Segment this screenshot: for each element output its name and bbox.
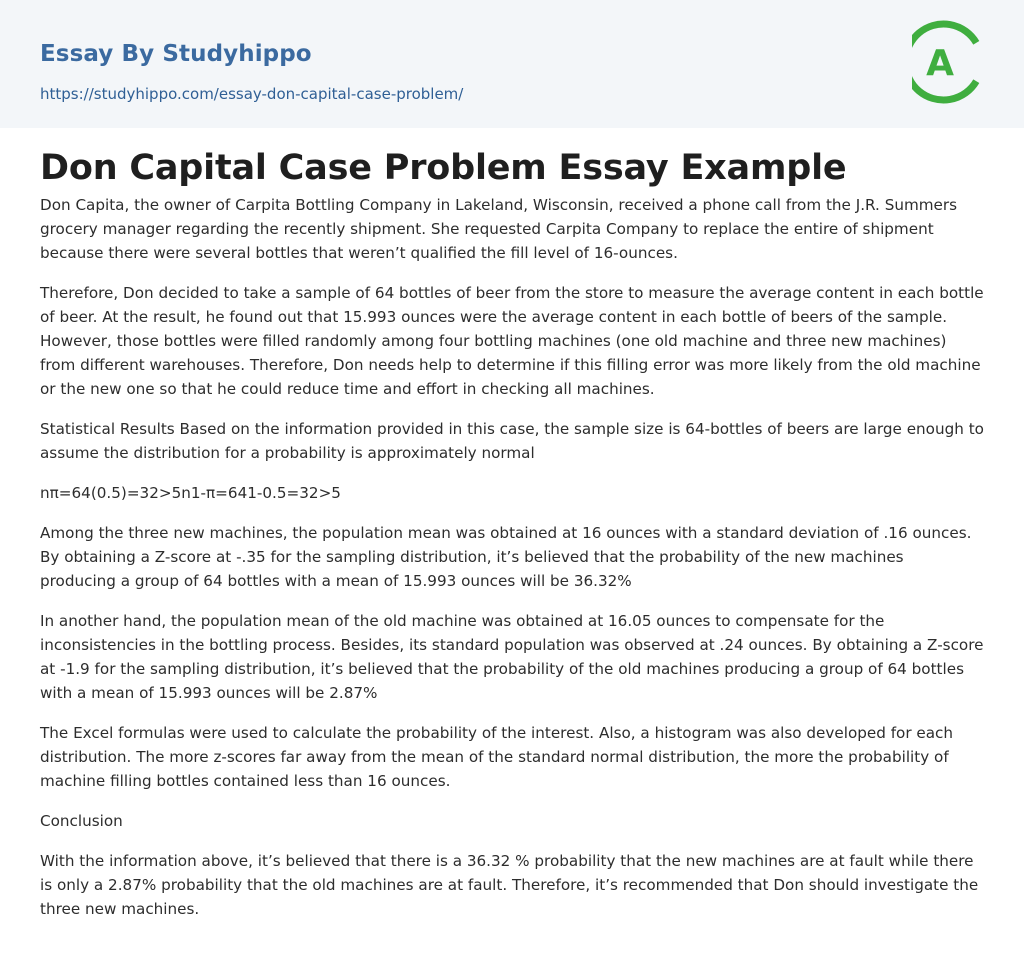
logo-letter: A (926, 43, 954, 84)
paragraph-new-machines: Among the three new machines, the population mean was obtained at 16 ounces with a standard deviation of .16 ounces. By obtaining a Z-score at -.35 for the sampling distribution, it’s believed that the probability of the new machines producing a group of 64 bottles with a mean of 15.993 ounces will be 36.32% (40, 524, 972, 590)
paragraph-formula: nπ=64(0.5)=32>5n1-π=641-0.5=32>5 (40, 484, 341, 502)
paragraph-statistical-results: Statistical Results Based on the information provided in this case, the sample size is 64-bottles of beers are large enough to assume the distribution for a probability is approximately normal (40, 420, 984, 462)
studyhippo-logo-icon[interactable] (912, 19, 986, 105)
page-url-link[interactable]: https://studyhippo.com/essay-don-capital-case-problem/ (40, 85, 464, 103)
site-header (0, 0, 1024, 128)
paragraph-sample: Therefore, Don decided to take a sample of 64 bottles of beer from the store to measure the average content in each bottle of beer. At the result, he found out that 15.993 ounces were the average content in each bottle of beers of the sample. However, those bottles were filled randomly among four bottling machines (one old machine and three new machines) from different warehouses. Therefore, Don needs help to determine if this filling error was more likely from the old machine or the new one so that he could reduce time and effort in checking all machines. (40, 284, 984, 398)
paragraph-intro: Don Capita, the owner of Carpita Bottling Company in Lakeland, Wisconsin, received a phone call from the J.R. Summers grocery manager regarding the recently shipment. She requested Carpita Company to replace the entire of shipment because there were several bottles that weren’t qualified the fill level of 16-ounces. (40, 196, 958, 262)
article (0, 128, 1024, 921)
page-title: Don Capital Case Problem Essay Example (40, 148, 847, 188)
paragraph-conclusion: With the information above, it’s believed that there is a 36.32 % probability that the new machines are at fault while there is only a 2.87% probability that the old machines are at fault. Therefore, it’s recommended that Don should investigate the three new machines. (40, 852, 979, 918)
conclusion-heading: Conclusion (40, 812, 123, 830)
paragraph-old-machine: In another hand, the population mean of the old machine was obtained at 16.05 ounces to compensate for the inconsistencies in the bottling process. Besides, its standard population was observed at .24 ounces. By obtaining a Z-score at -1.9 for the sampling distribution, it’s believed that the probability of the old machines producing a group of 64 bottles with a mean of 15.993 ounces will be 2.87% (40, 612, 984, 702)
paragraph-excel: The Excel formulas were used to calculate the probability of the interest. Also, a histogram was also developed for each distribution. The more z-scores far away from the mean of the standard normal distribution, the more the probability of machine filling bottles contained less than 16 ounces. (40, 724, 954, 790)
site-name[interactable]: Essay By Studyhippo (40, 41, 312, 67)
